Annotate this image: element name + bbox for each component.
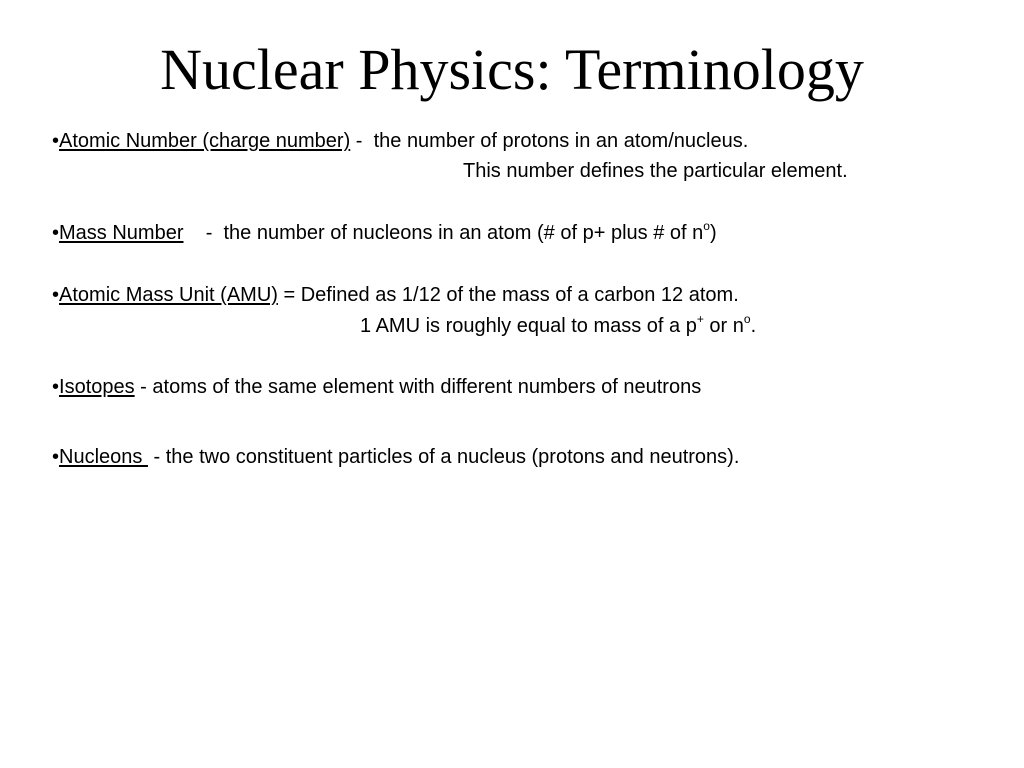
definition-atomic-mass-unit: Defined as 1/12 of the mass of a carbon 12 atom. <box>300 284 739 306</box>
definition-isotopes: atoms of the same element with different numbers of neutrons <box>152 376 702 398</box>
superscript-o: o <box>743 312 751 327</box>
amu-text-b: or n <box>703 315 744 337</box>
term-nucleons: Nucleons <box>59 446 148 468</box>
superscript-plus: + <box>696 312 704 327</box>
separator: - <box>350 130 374 152</box>
separator: = <box>277 284 301 306</box>
bullet-atomic-number <box>52 126 748 156</box>
separator: - <box>183 222 224 244</box>
definition-tail: ) <box>709 222 717 244</box>
bullet-isotopes <box>52 372 701 402</box>
term-atomic-mass-unit: Atomic Mass Unit (AMU) <box>59 284 278 306</box>
bullet-marker: • <box>52 446 60 468</box>
superscript-o: o <box>703 219 710 234</box>
bullet-marker: • <box>52 376 60 398</box>
definition-mass-number: the number of nucleons in an atom (# of p+ plus # of n <box>223 222 704 244</box>
bullet-marker: • <box>52 284 60 306</box>
slide-title: Nuclear Physics: Terminology <box>160 37 864 102</box>
separator: - <box>134 376 153 398</box>
bullet-marker: • <box>52 222 60 244</box>
definition-atomic-number: the number of protons in an atom/nucleus. <box>373 130 749 152</box>
term-atomic-number: Atomic Number (charge number) <box>59 130 351 152</box>
bullet-atomic-mass-unit <box>52 280 739 310</box>
bullet-marker: • <box>52 130 60 152</box>
bullet-mass-number <box>52 218 717 248</box>
separator: - <box>147 446 166 468</box>
bullet-nucleons <box>52 442 739 472</box>
term-mass-number: Mass Number <box>59 222 184 244</box>
definition-atomic-mass-unit-continued <box>360 311 756 341</box>
amu-text-a: 1 AMU is roughly equal to mass of a p <box>360 315 697 337</box>
definition-atomic-number-continued: This number defines the particular element. <box>463 160 848 182</box>
definition-nucleons: the two constituent particles of a nucleus (protons and neutrons). <box>165 446 740 468</box>
amu-text-c: . <box>750 315 757 337</box>
term-isotopes: Isotopes <box>59 376 135 398</box>
